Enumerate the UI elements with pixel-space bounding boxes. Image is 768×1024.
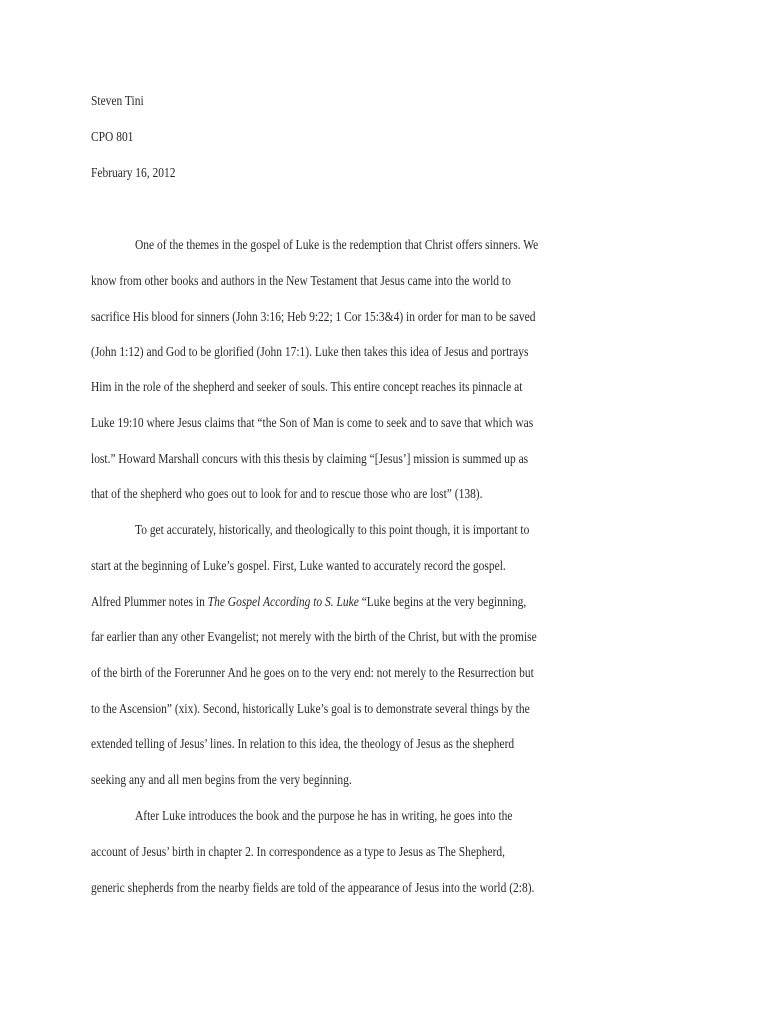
paragraph-line: [91, 596, 526, 610]
quote-start-text: “Luke begins at the very beginning,: [358, 595, 527, 610]
paragraph-line: extended telling of Jesus’ lines. In relation to this idea, the theology of Jesus as the shepherd: [91, 737, 515, 752]
paragraph-line: One of the themes in the gospel of Luke is the redemption that Christ offers sinners. We: [135, 238, 539, 253]
paragraph-line: To get accurately, historically, and theologically to this point though, it is important to: [135, 523, 530, 538]
paragraph-line: far earlier than any other Evangelist; not merely with the birth of the Christ, but with the promise: [91, 630, 537, 645]
citation-lead-text: Alfred Plummer notes in: [91, 595, 208, 610]
paragraph-line: know from other books and authors in the New Testament that Jesus came into the world to: [91, 274, 511, 289]
paragraph-line: (John 1:12) and God to be glorified (John 17:1). Luke then takes this idea of Jesus and portrays: [91, 345, 529, 360]
paragraph-line: lost.” Howard Marshall concurs with this thesis by claiming “[Jesus’] mission is summed up as: [91, 452, 529, 467]
paragraph-line: sacrifice His blood for sinners (John 3:16; Heb 9:22; 1 Cor 15:3&4) in order for man to be saved: [91, 310, 536, 325]
course-code: CPO 801: [91, 130, 134, 145]
paragraph-line: After Luke introduces the book and the purpose he has in writing, he goes into the: [135, 809, 513, 824]
paragraph-line: start at the beginning of Luke’s gospel. First, Luke wanted to accurately record the gospel.: [91, 559, 506, 574]
paragraph-line: account of Jesus’ birth in chapter 2. In correspondence as a type to Jesus as The Shepherd,: [91, 845, 506, 860]
book-title: The Gospel According to S. Luke: [207, 595, 359, 610]
paragraph-line: Him in the role of the shepherd and seeker of souls. This entire concept reaches its pinnacle at: [91, 380, 523, 395]
paper-date: February 16, 2012: [91, 166, 176, 181]
paragraph-line: generic shepherds from the nearby fields are told of the appearance of Jesus into the world (2:8).: [91, 881, 535, 896]
author-name: Steven Tini: [91, 94, 144, 109]
paragraph-line: that of the shepherd who goes out to look for and to rescue those who are lost” (138).: [91, 487, 483, 502]
paragraph-line: seeking any and all men begins from the very beginning.: [91, 773, 352, 788]
paragraph-line: of the birth of the Forerunner And he goes on to the very end: not merely to the Resurrection but: [91, 666, 534, 681]
paragraph-line: Luke 19:10 where Jesus claims that “the Son of Man is come to seek and to save that which was: [91, 416, 534, 431]
paragraph-line: to the Ascension” (xix). Second, historically Luke’s goal is to demonstrate several things by the: [91, 702, 530, 717]
